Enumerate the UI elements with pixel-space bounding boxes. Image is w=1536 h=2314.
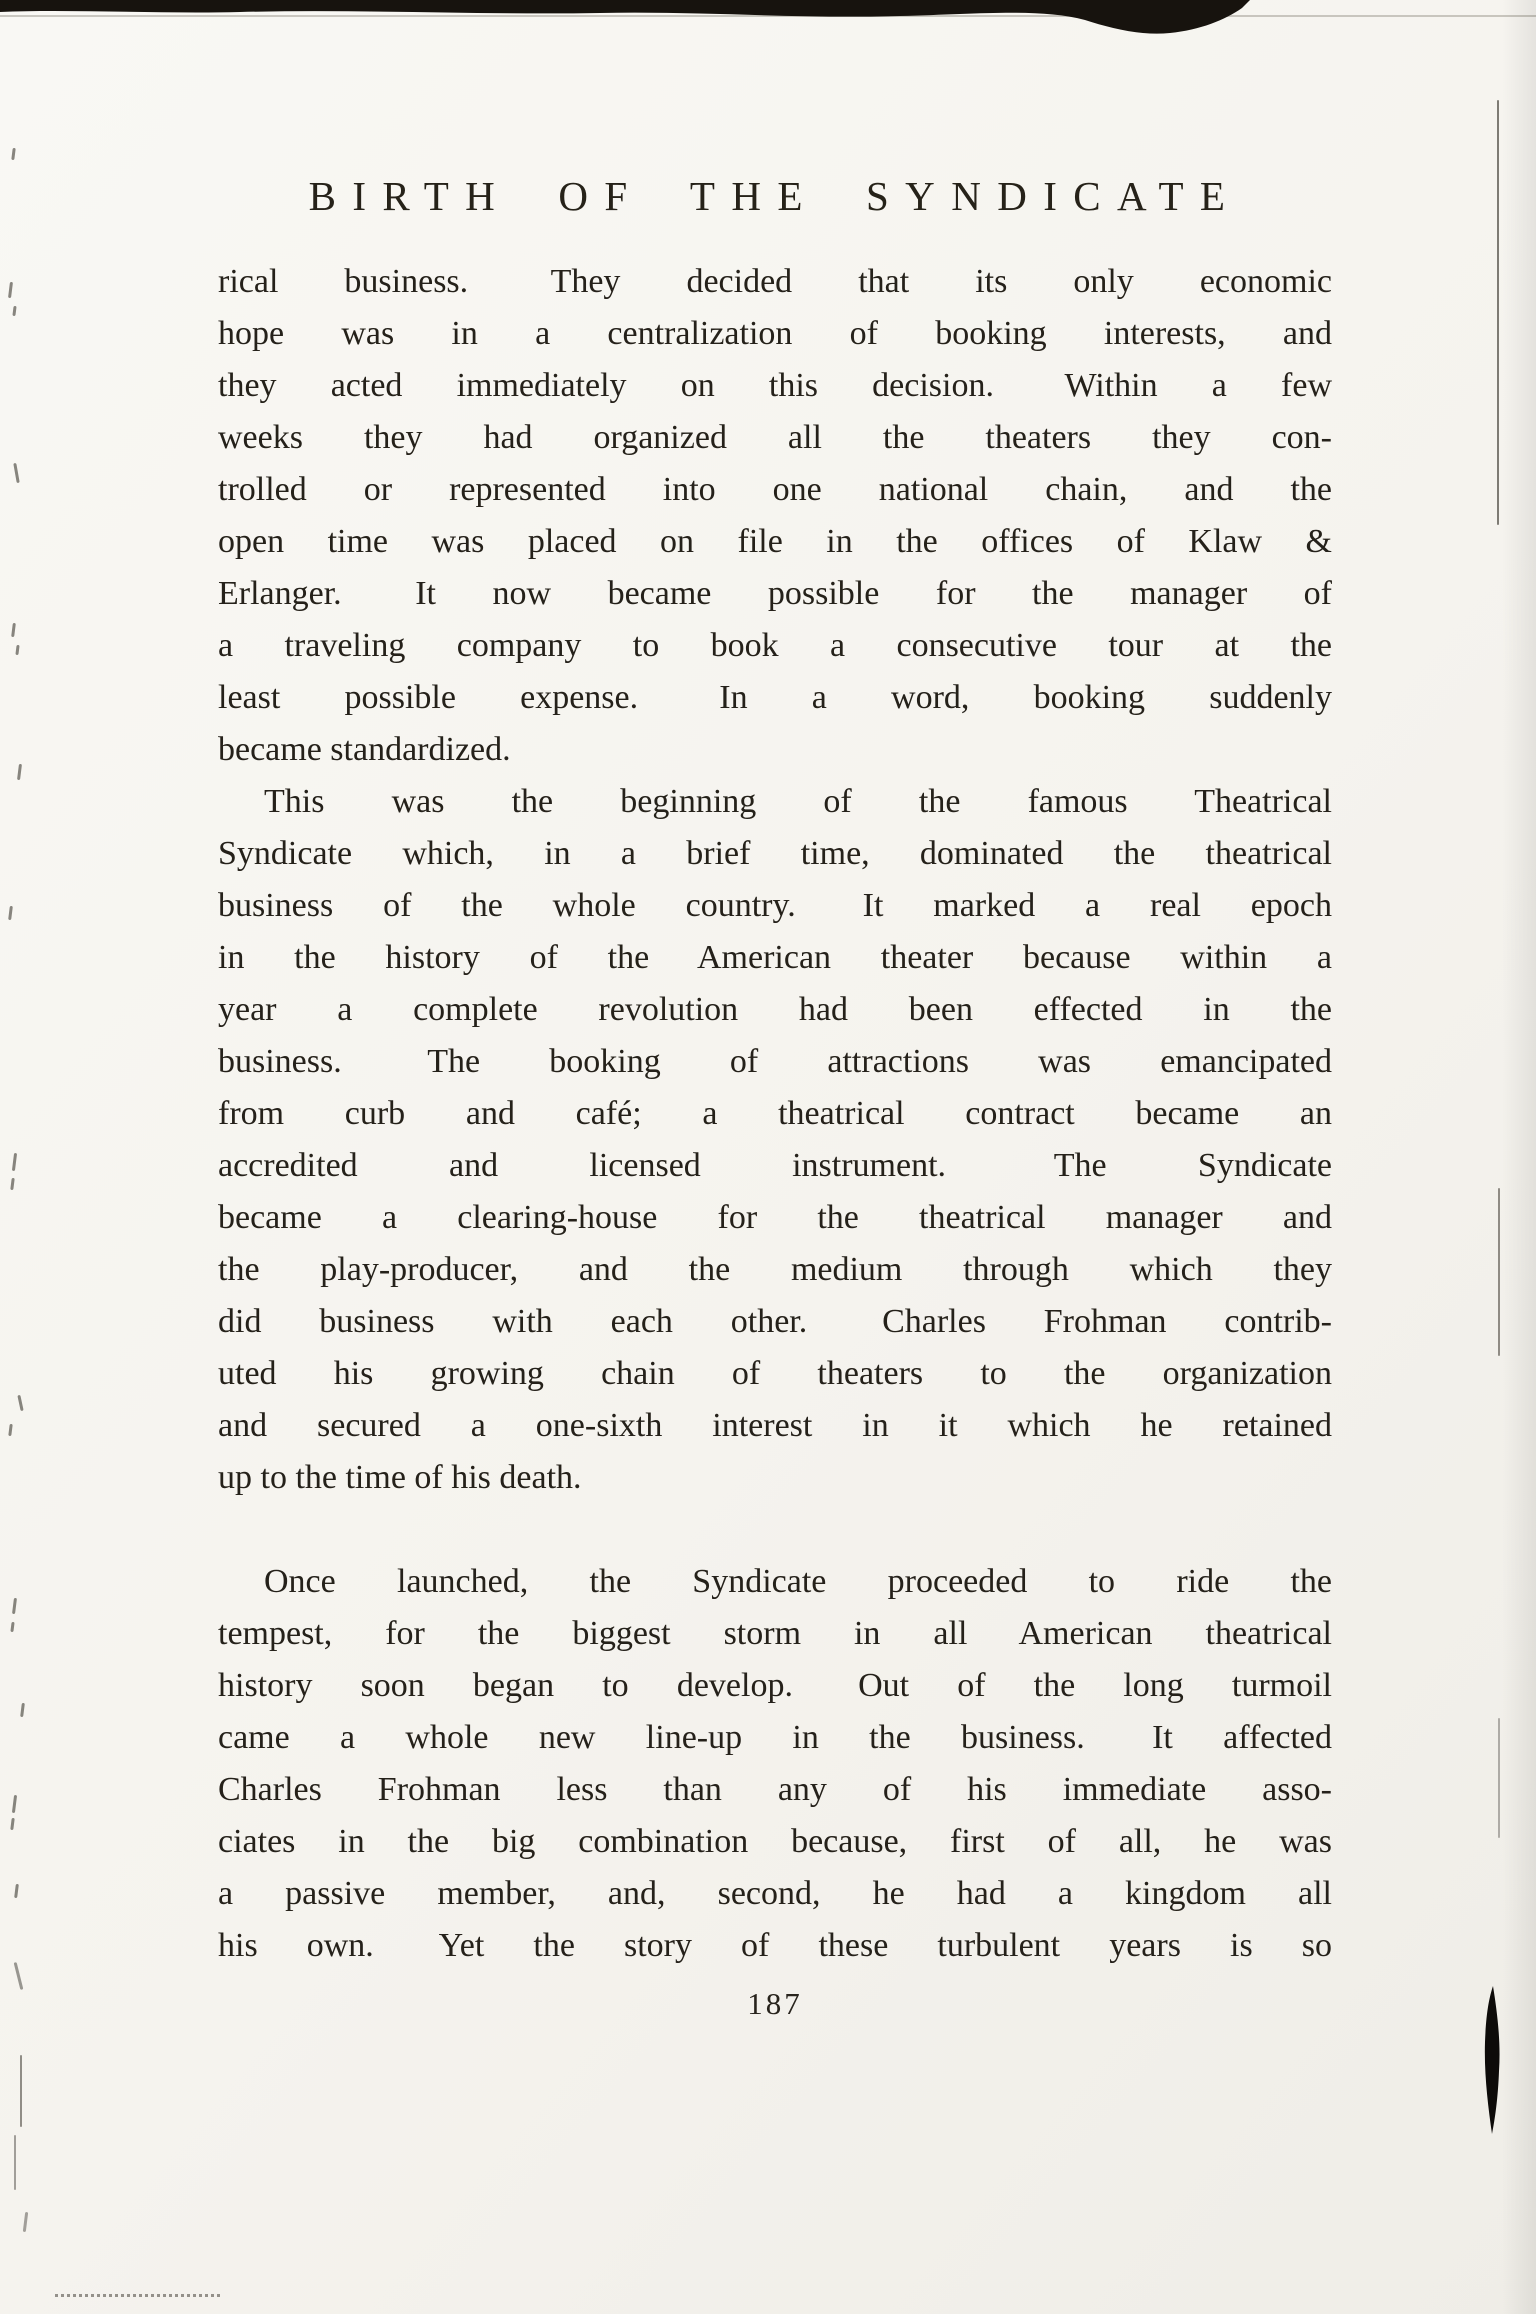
scan-speck xyxy=(12,306,16,316)
scan-speck xyxy=(23,2212,28,2232)
scan-artifact-top-edge xyxy=(0,0,1536,46)
text-line: trolled or represented into one national chain, and the xyxy=(218,471,1332,508)
text-line: and secured a one-sixth interest in it which he retained xyxy=(218,1407,1332,1444)
text-line: open time was placed on file in the offices of Klaw & xyxy=(218,523,1332,560)
scan-artifact-ink-blob xyxy=(1482,1986,1504,2136)
paragraph xyxy=(218,776,1332,1504)
scan-speck xyxy=(10,1818,14,1830)
text-line: became a clearing-house for the theatrical manager and xyxy=(218,1199,1332,1236)
scan-speck xyxy=(13,463,19,483)
text-line: history soon began to develop. Out of the long turmoil xyxy=(218,1667,1332,1704)
text-line: hope was in a centralization of booking interests, and xyxy=(218,315,1332,352)
scan-artifact-right-line xyxy=(1498,1718,1500,1838)
scan-speck xyxy=(17,764,22,780)
text-line: business of the whole country. It marked a real epoch xyxy=(218,887,1332,924)
text-line: accredited and licensed instrument. The Syndicate xyxy=(218,1147,1332,1184)
text-line: This was the beginning of the famous Theatrical xyxy=(264,783,1332,820)
scan-speck xyxy=(12,1153,17,1171)
scan-speck xyxy=(14,1962,24,1990)
page-title: BIRTH OF THE SYNDICATE xyxy=(308,173,1242,219)
scan-artifact-dotted-line xyxy=(55,2294,220,2297)
scan-artifact-page-curve xyxy=(1502,0,1536,2314)
text-line: Syndicate which, in a brief time, dominated the theatrical xyxy=(218,835,1332,872)
text-line: became standardized. xyxy=(218,731,511,768)
text-line: rical business. They decided that its only economic xyxy=(218,263,1332,300)
text-line: they acted immediately on this decision. Within a few xyxy=(218,367,1332,404)
text-line: Erlanger. It now became possible for the manager of xyxy=(218,575,1332,612)
scan-speck xyxy=(11,148,15,160)
text-line: Charles Frohman less than any of his immediate asso- xyxy=(218,1771,1332,1808)
text-line: a traveling company to book a consecutive tour at the xyxy=(218,627,1332,664)
text-line: ciates in the big combination because, first of all, he was xyxy=(218,1823,1332,1860)
scan-speck xyxy=(12,1795,17,1813)
text-line: tempest, for the biggest storm in all American theatrical xyxy=(218,1615,1332,1652)
text-line: a passive member, and, second, he had a kingdom all xyxy=(218,1875,1332,1912)
scan-speck xyxy=(11,623,16,637)
scan-artifact-right-line xyxy=(1498,1188,1500,1356)
text-line: Once launched, the Syndicate proceeded to ride the xyxy=(264,1563,1332,1600)
scan-speck xyxy=(8,906,13,920)
scan-speck xyxy=(12,1598,17,1614)
text-line: his own. Yet the story of these turbulent years is so xyxy=(218,1927,1332,1964)
scan-artifact-right-line xyxy=(1497,100,1499,525)
text-line: year a complete revolution had been effected in the xyxy=(218,991,1332,1028)
scan-speck xyxy=(17,1395,23,1411)
scan-speck xyxy=(15,645,19,655)
scan-speck xyxy=(10,1178,14,1190)
page-body xyxy=(218,256,1332,1972)
text-line: up to the time of his death. xyxy=(218,1459,582,1496)
paragraph xyxy=(218,256,1332,776)
text-line: business. The booking of attractions was emancipated xyxy=(218,1043,1332,1080)
scan-speck xyxy=(20,2055,22,2127)
scan-speck xyxy=(8,1424,12,1436)
text-line: uted his growing chain of theaters to the organization xyxy=(218,1355,1332,1392)
text-line: the play-producer, and the medium through which they xyxy=(218,1251,1332,1288)
text-line: weeks they had organized all the theaters they con- xyxy=(218,419,1332,456)
scan-speck xyxy=(8,282,13,298)
text-line: from curb and café; a theatrical contract became an xyxy=(218,1095,1332,1132)
page-number: 187 xyxy=(747,1986,803,2021)
scan-speck xyxy=(10,1622,14,1632)
scan-speck xyxy=(20,1703,25,1717)
text-line: in the history of the American theater because within a xyxy=(218,939,1332,976)
scan-speck xyxy=(14,2135,16,2190)
scan-speck xyxy=(14,1884,19,1898)
text-line: least possible expense. In a word, booking suddenly xyxy=(218,679,1332,716)
text-line: came a whole new line-up in the business. It affected xyxy=(218,1719,1332,1756)
text-line: did business with each other. Charles Frohman contrib- xyxy=(218,1303,1332,1340)
paragraph xyxy=(218,1556,1332,1972)
